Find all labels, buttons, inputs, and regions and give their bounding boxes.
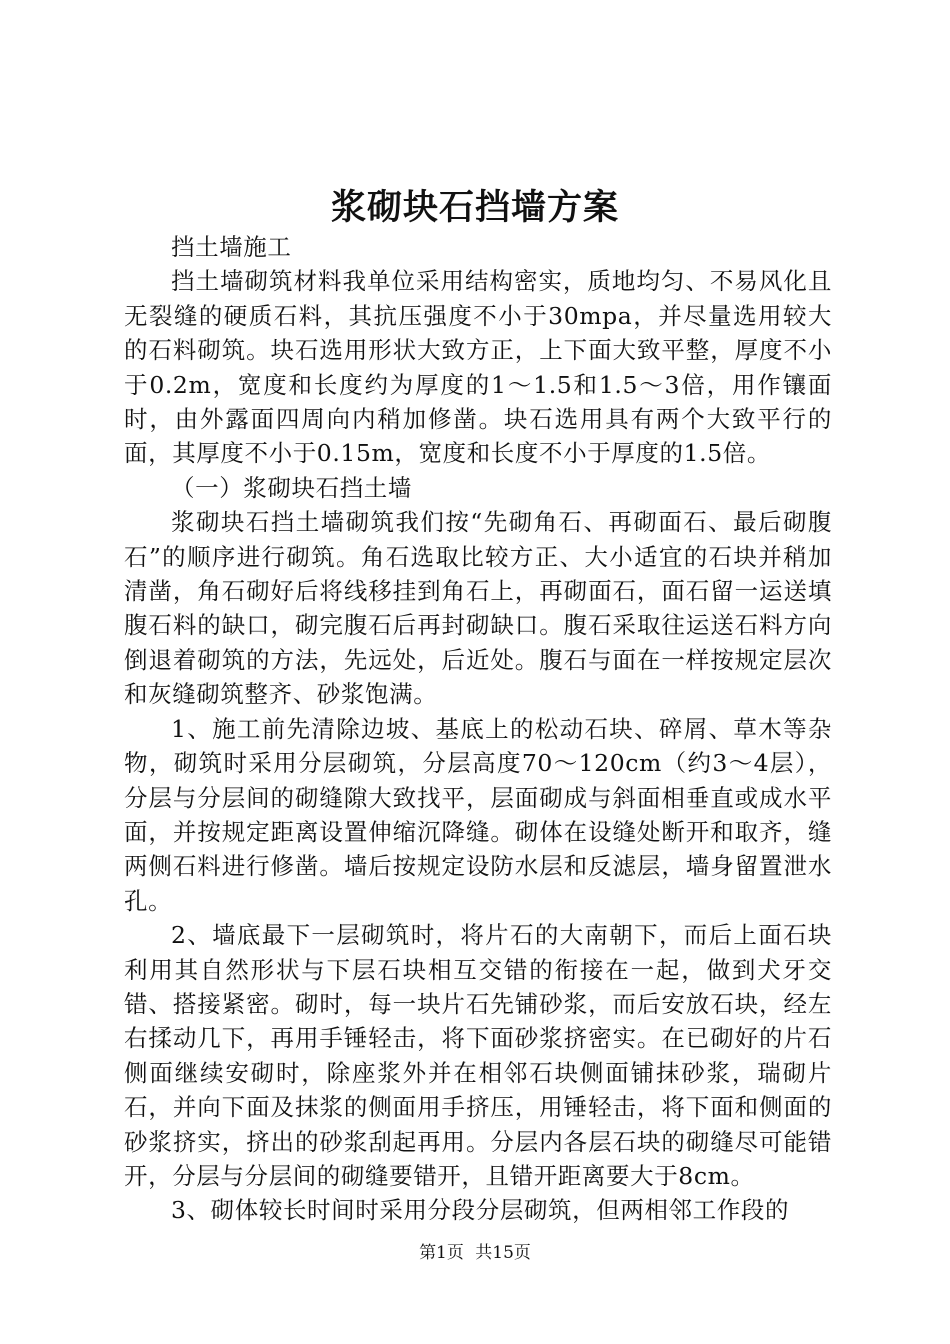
- paragraph-materials: 挡土墙砌筑材料我单位采用结构密实，质地均匀、不易风化且无裂缝的硬质石料，其抗压强度不小于30mpa，并尽量选用较大的石料砌筑。块石选用形状大致方正，上下面大致平整，厚度不小于0.2m，宽度和长度约为厚度的1～1.5和1.5～3倍，用作镶面时，由外露面四周向内稍加修凿。块石选用具有两个大致平行的面，其厚度不小于0.15m，宽度和长度不小于厚度的1.5倍。: [124, 267, 832, 468]
- document-body: [124, 230, 832, 1228]
- paragraph-step-1: 1、施工前先清除边坡、基底上的松动石块、碎屑、草木等杂物，砌筑时采用分层砌筑，分层高度70～120cm（约3～4层），分层与分层间的砌缝隙大致找平，层面砌成与斜面相垂直或成水平面，并按规定距离设置伸缩沉降缝。砌体在设缝处断开和取齐，缝两侧石料进行修凿。墙后按规定设防水层和反滤层，墙身留置泄水孔。: [124, 714, 832, 915]
- section-heading-retaining-wall-construction: 挡土墙施工: [171, 233, 292, 261]
- document-title: 浆砌块石挡墙方案: [330, 187, 619, 228]
- section-heading-mortar-block-wall: （一）浆砌块石挡土墙: [171, 473, 412, 502]
- paragraph-step-2: 2、墙底最下一层砌筑时，将片石的大南朝下，而后上面石块利用其自然形状与下层石块相互交错的衔接在一起，做到犬牙交错、搭接紧密。砌时，每一块片石先铺砂浆，而后安放石块，经左右揉动几下，再用手锤轻击，将下面砂浆挤密实。在已砌好的片石侧面继续安砌时，除座浆外并在相邻石块侧面铺抹砂浆，瑞砌片石，并向下面及抹浆的侧面用手挤压，用锤轻击，将下面和侧面的砂浆挤实，挤出的砂浆刮起再用。分层内各层石块的砌缝尽可能错开，分层与分层间的砌缝要错开，且错开距离要大于8cm。: [124, 921, 832, 1190]
- paragraph-masonry-sequence: 浆砌块石挡土墙砌筑我们按“先砌角石、再砌面石、最后砌腹石”的顺序进行砌筑。角石选取比较方正、大小适宜的石块并稍加清凿，角石砌好后将线移挂到角石上，再砌面石，面石留一运送填腹石料的缺口，砌完腹石后再封砌缺口。腹石采取往运送石料方向倒退着砌筑的方法，先远处，后近处。腹石与面在一样按规定层次和灰缝砌筑整齐、砂浆饱满。: [124, 508, 832, 709]
- paragraph-step-3: 3、砌体较长时间时采用分段分层砌筑，但两相邻工作段的: [171, 1196, 790, 1225]
- page-number-footer: 第1页 共15页: [419, 1243, 531, 1263]
